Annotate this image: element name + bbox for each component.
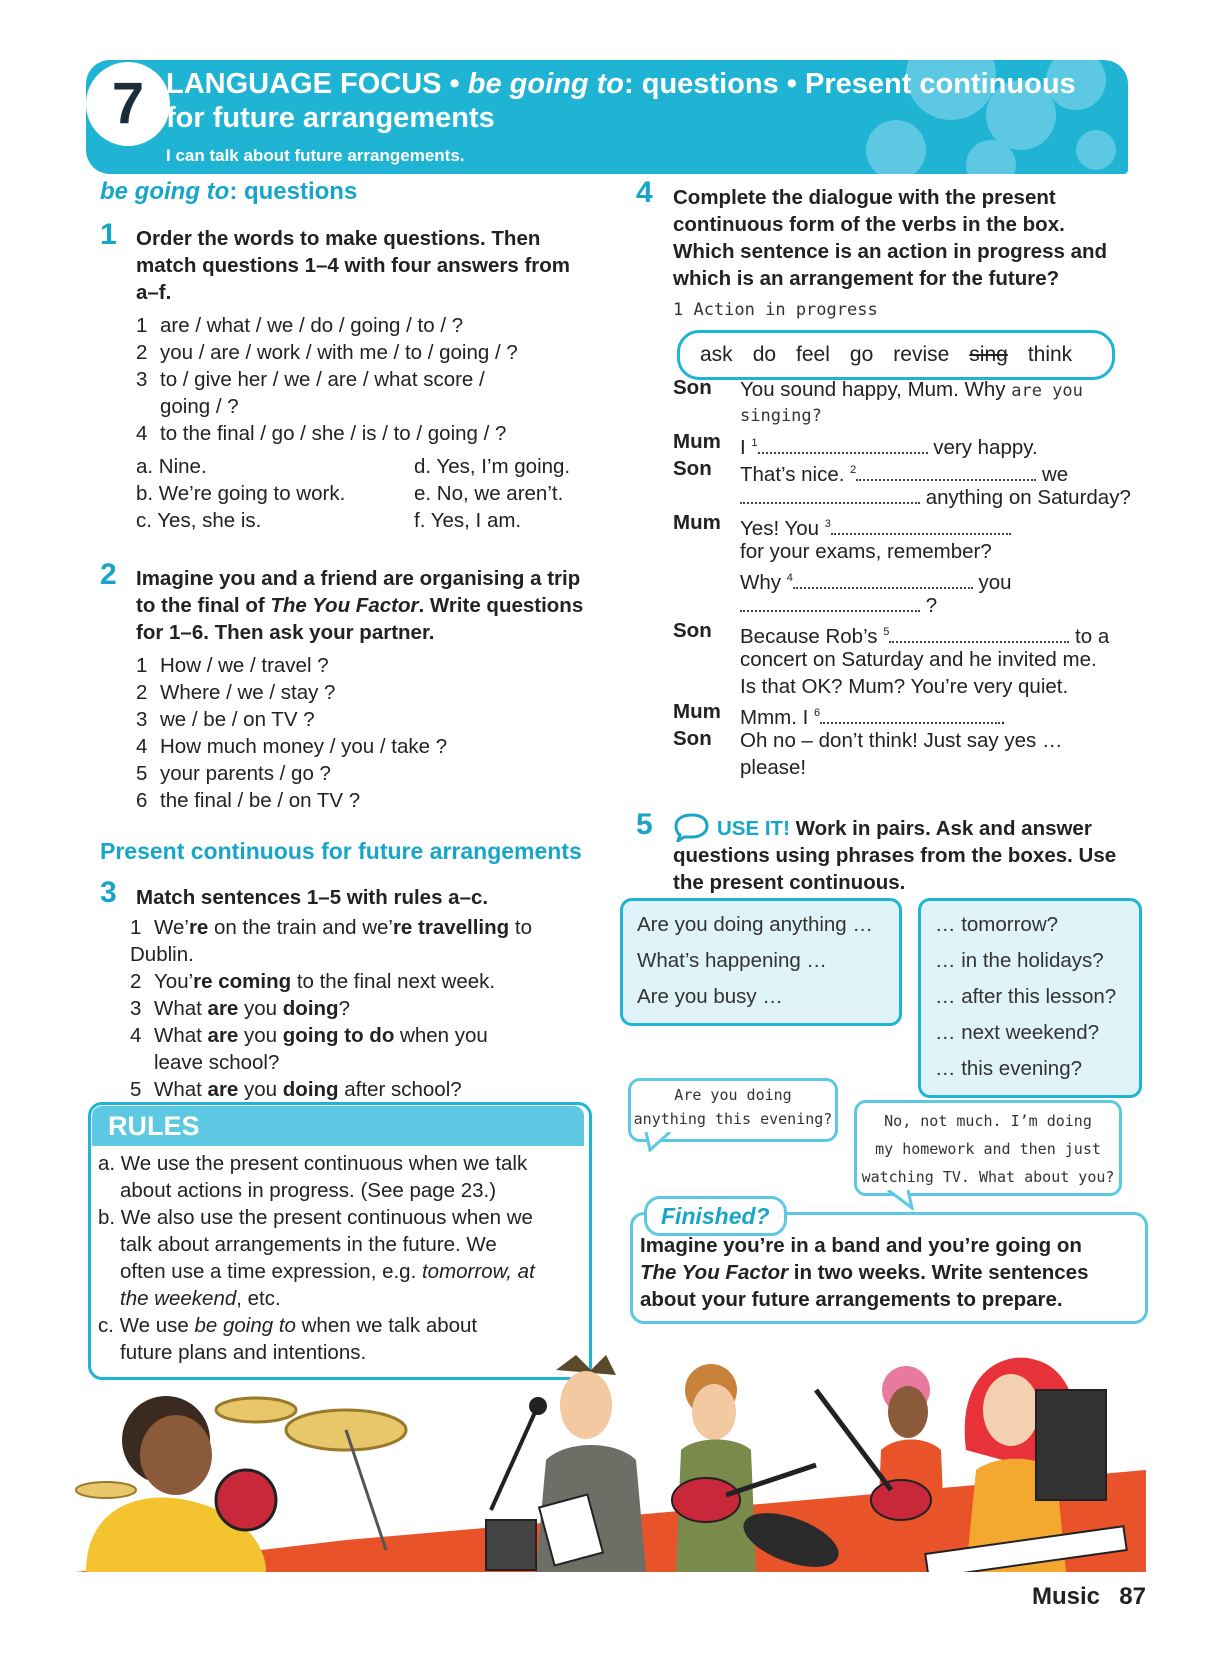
finished-text: Imagine you’re in a band and you’re going on The You Factor in two weeks. Write sentences about your future arrangements to prepare. [640,1234,1089,1311]
dialogue: Son You sound happy, Mum. Why are you singing? Mum I $^1$ very happy. Son That’s nice. $^2$ we anything on Saturday? Mum Yes! You $^3$ for your exams, remember? Why $^4$ you ? Son Because Rob’s $^5$ to a concert on Saturday and he invited me. Is that OK? Mum? You’re very quiet. Mum Mmm. I $^6$ . Son Oh no – don’t think! Just say yes … please! [673,376,1131,779]
exercise-3-instruction: Match sentences 1–5 with rules a–c. [136,886,489,909]
phrase-item: … this evening? [935,1057,1083,1080]
phrase-item: What’s happening … [637,949,827,972]
list-item: 1 are / what / we / do / going / to / ? [136,314,464,337]
rules-text: a. We use the present continuous when we talk about actions in progress. (See page 23.) b. We also use the present continuous when we talk about arrangements in the future. We often use a time expression, e.g. tomorrow, at the weekend, etc. c. We use be going to when we talk about future plans and intentions. [98,1152,535,1364]
exercise-1-number: 1 [100,218,117,251]
list-item: 5 your parents / go ? [136,762,331,785]
list-item: 1 We’re on the train and we’re travelling to Dublin. [130,916,532,966]
phrase-item: … in the holidays? [935,949,1104,972]
section-title-going-to: be going to: questions [100,178,358,205]
exercise-3-items [130,914,600,1103]
exercise-5-instruction: USE IT! Work in pairs. Ask and answer questions using phrases from the boxes. Use the present continuous. [673,817,1117,894]
list-item: 2 You’re coming to the final next week. [130,970,496,993]
page-number: 87 [1119,1583,1146,1610]
exercise-5-number: 5 [636,808,653,841]
verb-item: revise [893,343,950,366]
exercise-2-instruction: Imagine you and a friend are organising a trip to the final of The You Factor. Write questions for 1–6. Then ask your partner. [136,567,584,644]
handwritten-answer: 1 Action in progress [673,300,878,320]
exercise-4-number: 4 [636,176,653,209]
verb-item: feel [796,343,830,366]
list-item: 2 Where / we / stay ? [136,681,336,704]
phrase-item: … tomorrow? [935,913,1059,936]
verb-item: ask [700,343,733,366]
exercise-1-instruction: Order the words to make questions. Then match questions 1–4 with four answers from a–f. [136,227,571,304]
speech-bubble-answer: No, not much. I’m doing my homework and then just watching TV. What about you? [854,1100,1122,1196]
exercise-2-number: 2 [100,558,117,591]
list-item: 4 How much money / you / take ? [136,735,448,758]
exercise-1-answers-left: a. Nine. b. We’re going to work. c. Yes, she is. [136,455,346,532]
exercise-3-number: 3 [100,876,117,909]
unit-number-badge: 7 [86,62,170,146]
list-item: 6 the final / be / on TV ? [136,789,361,812]
list-item: 3 to / give her / we / are / what score / [136,368,485,391]
band-illustration [46,1350,1146,1572]
phrase-box-right [918,898,1142,1098]
phrase-item: … after this lesson? [935,985,1117,1008]
singer-figure [486,1355,646,1572]
footer-section-name: Music [1031,1583,1100,1610]
phrase-box-left [620,898,902,1026]
verb-item-struck: sing [969,343,1008,366]
unit-title: LANGUAGE FOCUS • be going to: questions • Present continuous [166,68,1076,100]
section-title-present-continuous: Present continuous for future arrangements [100,838,582,864]
list-item: 5 What are you doing after school? [130,1078,462,1101]
list-item: leave school? [154,1051,280,1074]
list-item: going / ? [160,395,239,418]
exercise-2-items [136,652,447,814]
exercise-1-items [136,312,596,447]
exercise-1-answers-right: d. Yes, I’m going. e. No, we aren’t. f. Yes, I am. [414,455,571,532]
list-item: 2 you / are / work / with me / to / going / ? [136,341,518,364]
bubble-tail [886,1190,920,1210]
phrase-item: … next weekend? [935,1021,1100,1044]
exercise-4-instruction: Complete the dialogue with the present continuous form of the verbs in the box. Which sentence is an action in progress and which is an arrangement for the future? [673,186,1108,290]
rules-title: RULES [108,1111,200,1141]
list-item: 3 What are you doing? [130,997,350,1020]
verb-box [677,330,1115,380]
unit-subtitle: I can talk about future arrangements. [166,146,465,165]
unit-title-line2: for future arrangements [166,102,495,134]
verb-item: do [752,343,777,366]
list-item: 4 What are you going to do when you [130,1024,488,1047]
verb-item: go [849,343,874,366]
list-item: 3 we / be / on TV ? [136,708,315,731]
finished-tag: Finished? [644,1196,787,1236]
list-item: 4 to the final / go / she / is / to / going / ? [136,422,507,445]
bubble-tail [644,1132,674,1152]
list-item: 1 How / we / travel ? [136,654,329,677]
speech-bubble-question: Are you doing anything this evening? [628,1078,838,1142]
verb-item: think [1027,343,1073,366]
phrase-item: Are you doing anything … [637,913,873,936]
phrase-item: Are you busy … [637,985,783,1008]
